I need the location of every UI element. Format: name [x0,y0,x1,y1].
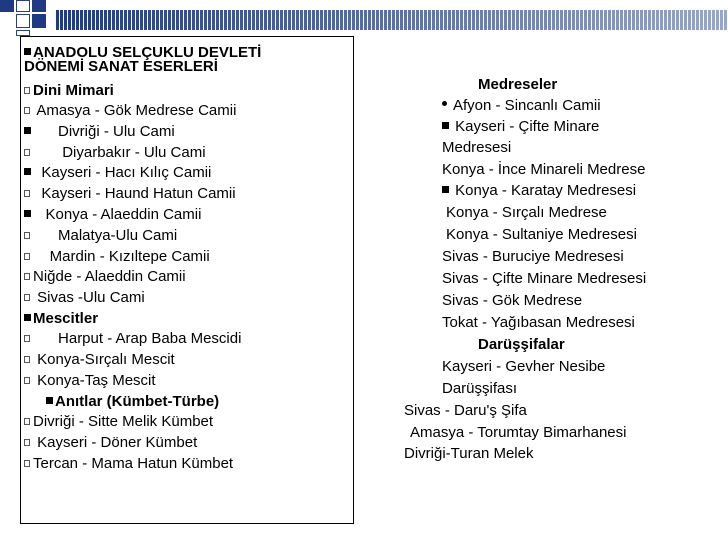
list-item: Divriği-Turan Melek [404,445,534,462]
decor-square [32,0,46,12]
list-item: Mardin - Kızıltepe Camii [24,248,210,265]
list-item: Konya - Sultaniye Medresesi [446,226,637,243]
list-item: Niğde - Alaeddin Camii [24,268,186,285]
hollow-bullet-icon [24,149,30,156]
hollow-bullet-icon [24,273,30,280]
decor-square [32,14,46,28]
list-item: Harput - Arap Baba Mescidi [24,330,241,347]
square-bullet-icon [24,210,31,217]
list-item: Konya - Alaeddin Camii [24,206,201,223]
square-bullet-icon [46,397,53,404]
list-item: Tercan - Mama Hatun Kümbet [24,455,233,472]
list-item: Medresesi [442,139,512,156]
slide-title-line-1: ANADOLU SELÇUKLU DEVLETİ [24,44,261,61]
square-bullet-icon [24,314,31,321]
round-bullet-icon [442,101,447,106]
section-heading-dini-mimari: Dini Mimari [24,82,114,99]
list-item: Sivas -Ulu Cami [24,289,145,306]
hollow-bullet-icon [24,335,30,342]
section-heading-anitlar: Anıtlar (Kümbet-Türbe) [46,393,219,410]
list-item: Malatya-Ulu Cami [24,227,177,244]
list-item: Konya - İnce Minareli Medrese [442,161,646,178]
square-bullet-icon [442,186,449,193]
hollow-bullet-icon [24,294,30,301]
hollow-bullet-icon [24,190,30,197]
hollow-bullet-icon [24,232,30,239]
hollow-bullet-icon [24,253,30,260]
list-item: Divriği - Ulu Cami [24,123,175,140]
square-bullet-icon [24,48,31,55]
hollow-bullet-icon [24,356,30,363]
hollow-bullet-icon [24,439,30,446]
hollow-bullet-icon [24,87,30,94]
list-item: Konya - Karatay Medresesi [442,182,636,199]
section-heading-darussifalar: Darüşşifalar [478,336,565,353]
hollow-bullet-icon [24,460,30,467]
list-item: Sivas - Daru'ş Şifa [404,402,527,419]
list-item: Sivas - Buruciye Medresesi [442,248,624,265]
list-item: Sivas - Gök Medrese [442,292,583,309]
square-bullet-icon [24,168,31,175]
hollow-bullet-icon [24,107,30,114]
list-item: Konya - Sırçalı Medrese [446,204,607,221]
list-item: Tokat - Yağıbasan Medresesi [442,314,635,331]
square-bullet-icon [24,127,31,134]
decor-square [0,0,14,12]
list-item: Afyon - Sincanlı Camii [442,97,601,114]
title-bar-stripes [56,10,728,30]
list-item: Konya-Taş Mescit [24,372,156,389]
list-item: Sivas - Çifte Minare Medresesi [442,270,647,287]
list-item: Diyarbakır - Ulu Cami [24,144,206,161]
section-heading-mescitler: Mescitler [24,310,98,327]
decor-square [16,0,30,12]
list-item: Kayseri - Hacı Kılıç Camii [24,164,211,181]
hollow-bullet-icon [24,418,30,425]
list-item: Amasya - Torumtay Bimarhanesi [410,424,627,441]
list-item: Kayseri - Döner Kümbet [24,434,197,451]
decor-square [16,14,30,28]
list-item: Kayseri - Gevher Nesibe [442,358,606,375]
slide-title-line-2: DÖNEMİ SANAT ESERLERİ [24,58,218,75]
list-item: Darüşşifası [442,380,518,397]
section-heading-medreseler: Medreseler [478,76,558,93]
list-item: Kayseri - Haund Hatun Camii [24,185,236,202]
list-item: Konya-Sırçalı Mescit [24,351,175,368]
hollow-bullet-icon [24,377,30,384]
list-item: Amasya - Gök Medrese Camii [24,102,236,119]
list-item: Divriği - Sitte Melik Kümbet [24,413,213,430]
list-item: Kayseri - Çifte Minare [442,118,599,135]
square-bullet-icon [442,122,449,129]
